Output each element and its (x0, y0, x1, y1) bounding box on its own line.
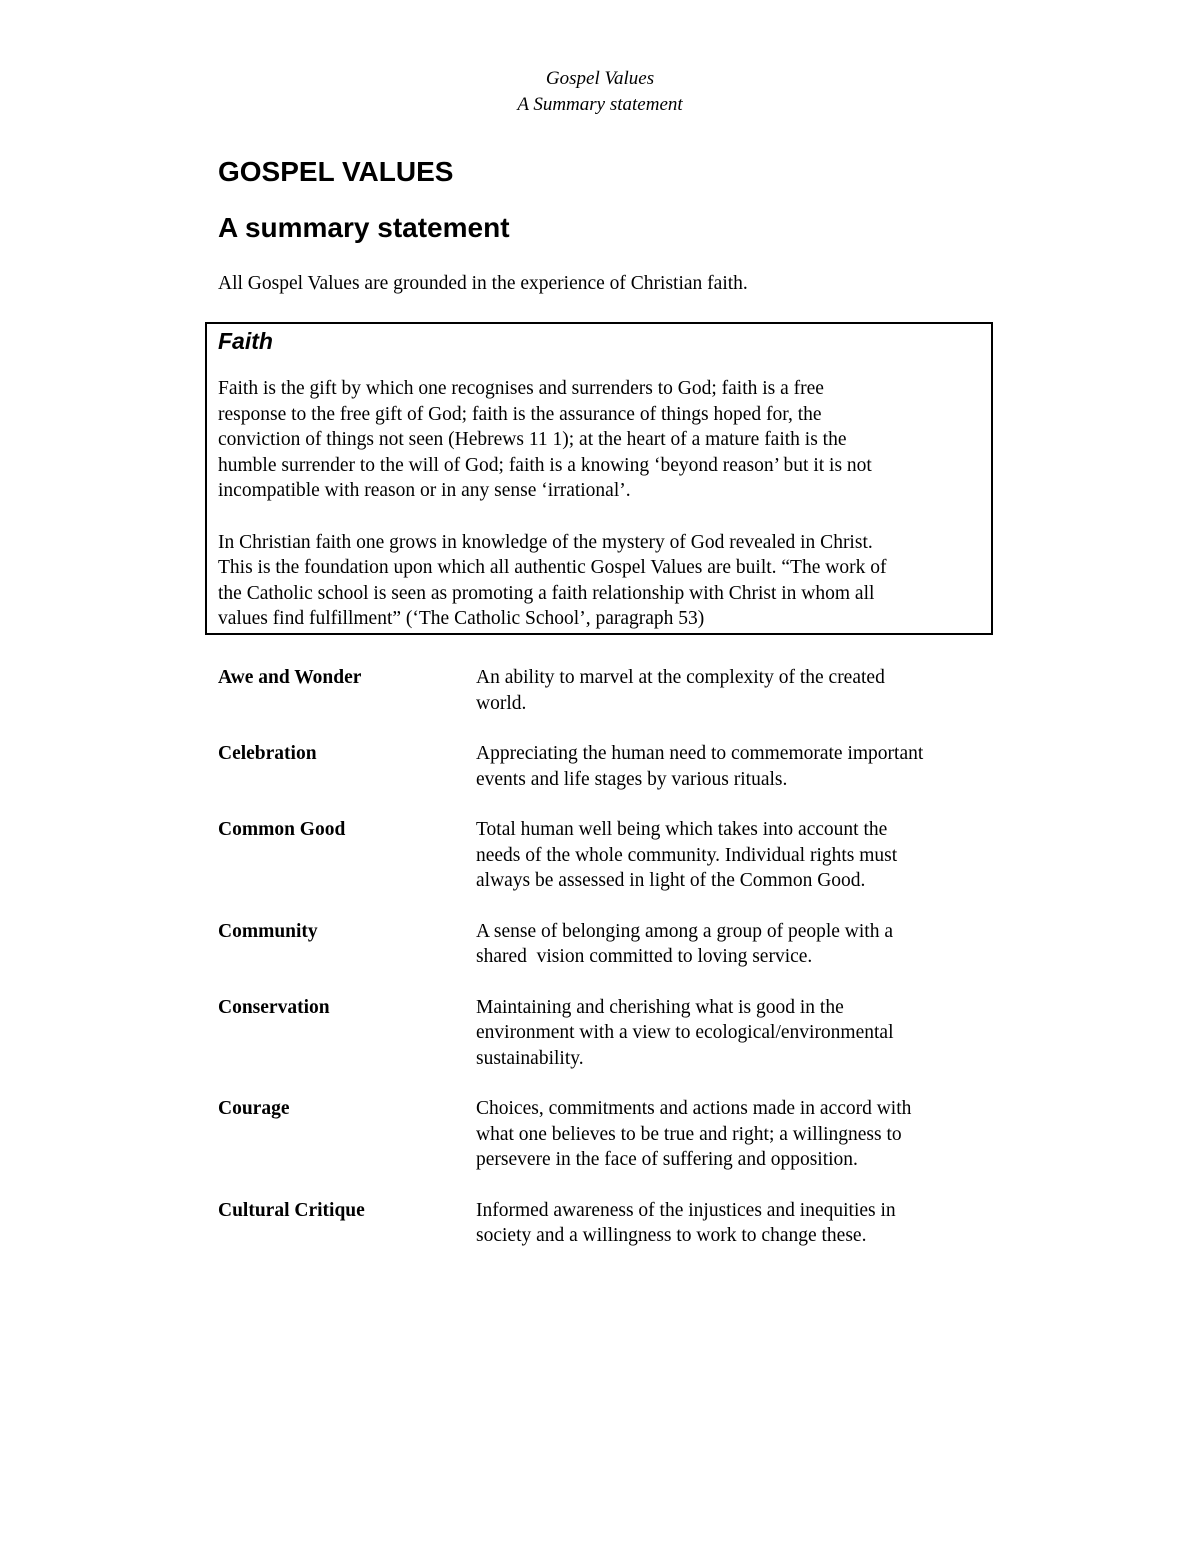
document-title: GOSPEL VALUES (218, 156, 454, 187)
value-definition (476, 665, 998, 716)
faith-p1-line: humble surrender to the will of God; faith is a knowing ‘beyond reason’ but it is not (218, 454, 872, 476)
value-row-celebration (218, 741, 998, 792)
definition-line: A sense of belonging among a group of people with a (476, 920, 893, 942)
value-definition (476, 817, 998, 894)
definition-line: world. (476, 692, 527, 714)
value-term: Community (218, 920, 318, 942)
definition-line: sustainability. (476, 1047, 584, 1069)
faith-p1-line: response to the free gift of God; faith is the assurance of things hoped for, the (218, 403, 822, 425)
definition-line: An ability to marvel at the complexity of the created (476, 667, 885, 688)
value-row-community (218, 919, 998, 970)
definition-line: Maintaining and cherishing what is good in the (476, 996, 844, 1018)
faith-p2-line: the Catholic school is seen as promoting a faith relationship with Christ in whom all (218, 582, 875, 604)
definition-line: persevere in the face of suffering and opposition. (476, 1149, 858, 1170)
faith-p2-line: This is the foundation upon which all authentic Gospel Values are built. “The work of (218, 557, 887, 578)
value-row-awe-and-wonder (218, 665, 998, 716)
faith-p2-line: In Christian faith one grows in knowledge of the mystery of God revealed in Christ. (218, 531, 873, 553)
value-term: Common Good (218, 819, 346, 840)
value-row-common-good (218, 817, 998, 894)
faith-p1-line: conviction of things not seen (Hebrews 11 1); at the heart of a mature faith is the (218, 429, 847, 450)
value-definition (476, 1198, 998, 1249)
header-line-2: A Summary statement (517, 94, 683, 115)
header-line-1: Gospel Values (545, 68, 655, 89)
definition-line: Choices, commitments and actions made in accord with (476, 1098, 912, 1119)
definition-line: events and life stages by various rituals. (476, 768, 788, 790)
value-term: Cultural Critique (218, 1199, 365, 1221)
values-list (218, 665, 998, 1274)
value-definition (476, 995, 998, 1072)
value-definition (476, 1096, 998, 1173)
faith-p2-line: values find fulfillment” (‘The Catholic School’, paragraph 53) (218, 608, 705, 629)
intro-paragraph: All Gospel Values are grounded in the experience of Christian faith. (218, 273, 748, 294)
value-row-conservation (218, 995, 998, 1072)
value-term: Conservation (218, 996, 330, 1018)
definition-line: Total human well being which takes into account the (476, 819, 888, 840)
definition-line: society and a willingness to work to change these. (476, 1225, 867, 1246)
value-definition (476, 741, 998, 792)
value-term: Celebration (218, 743, 317, 764)
definition-line: environment with a view to ecological/environmental (476, 1022, 894, 1043)
faith-paragraph-1 (218, 376, 981, 504)
definition-line: needs of the whole community. Individual rights must (476, 844, 898, 866)
faith-box (205, 322, 993, 635)
value-term: Awe and Wonder (218, 667, 362, 688)
definition-line: what one believes to be true and right; a willingness to (476, 1123, 902, 1145)
value-row-cultural-critique (218, 1198, 998, 1249)
definition-line: Informed awareness of the injustices and inequities in (476, 1199, 896, 1221)
value-row-courage (218, 1096, 998, 1173)
definition-line: shared vision committed to loving service. (476, 946, 813, 967)
faith-p1-line: incompatible with reason or in any sense ‘irrational’. (218, 480, 631, 501)
document-subtitle: A summary statement (218, 212, 510, 243)
faith-heading: Faith (218, 328, 273, 354)
definition-line: Appreciating the human need to commemorate important (476, 743, 924, 764)
faith-p1-line: Faith is the gift by which one recognises and surrenders to God; faith is a free (218, 378, 824, 399)
value-definition (476, 919, 998, 970)
value-term: Courage (218, 1098, 290, 1119)
faith-paragraph-2 (218, 530, 981, 632)
definition-line: always be assessed in light of the Common Good. (476, 870, 866, 891)
running-header (0, 66, 1200, 118)
